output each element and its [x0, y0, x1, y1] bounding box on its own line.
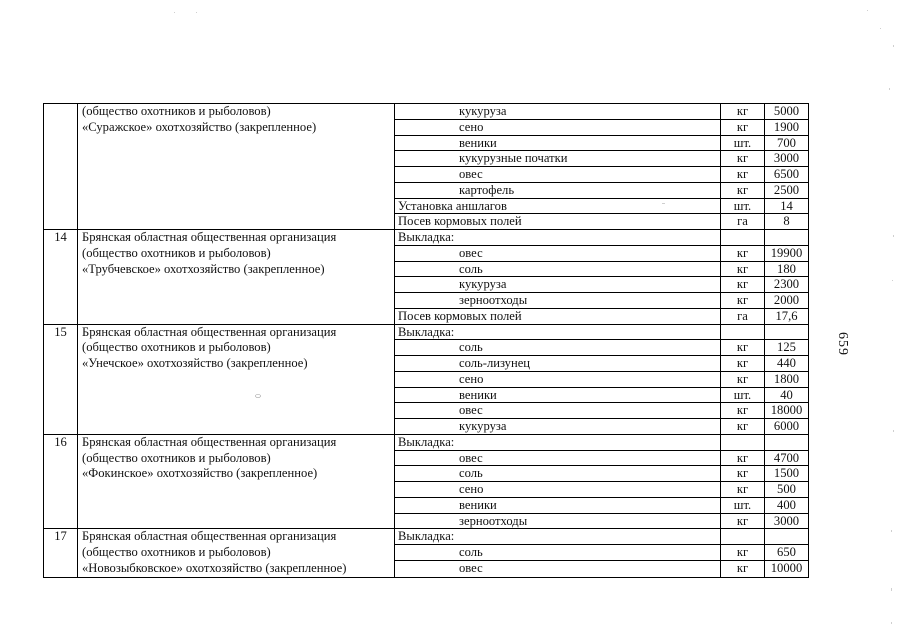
- unit-cell: кг: [721, 151, 765, 167]
- item-name: соль-лизунец: [459, 356, 531, 370]
- item-cell: [395, 293, 721, 309]
- item-name: овес: [459, 450, 483, 465]
- unit-cell: кг: [721, 277, 765, 293]
- organization-cell: [78, 324, 395, 434]
- item-name: Установка аншлагов: [398, 198, 507, 213]
- organization-cell: [78, 230, 395, 325]
- organization-line: (общество охотников и рыболовов): [82, 245, 271, 260]
- item-name: сено: [459, 119, 484, 134]
- unit-cell: кг: [721, 167, 765, 183]
- unit-cell: кг: [721, 482, 765, 498]
- item-cell: [395, 387, 721, 403]
- item-name: соль: [459, 340, 483, 355]
- unit-cell: [721, 324, 765, 340]
- page-number: 659: [835, 332, 850, 356]
- table-row: [44, 529, 809, 545]
- item-name: кукуруза: [459, 104, 507, 118]
- organization-line: (общество охотников и рыболовов): [82, 545, 271, 559]
- item-name: Выкладка:: [398, 324, 455, 339]
- item-cell: [395, 434, 721, 450]
- unit-cell: кг: [721, 545, 765, 561]
- quantity-cell: [765, 529, 809, 545]
- unit-cell: кг: [721, 371, 765, 387]
- item-name: кукуруза: [459, 419, 507, 433]
- item-name: зерноотходы: [459, 293, 528, 307]
- unit-cell: кг: [721, 450, 765, 466]
- unit-cell: кг: [721, 340, 765, 356]
- item-cell: [395, 561, 721, 577]
- item-cell: [395, 167, 721, 183]
- quantity-cell: [765, 324, 809, 340]
- quantity-cell: 400: [765, 497, 809, 513]
- item-name: соль: [459, 261, 483, 276]
- quantity-cell: 2000: [765, 293, 809, 309]
- quantity-cell: 3000: [765, 513, 809, 529]
- unit-cell: кг: [721, 419, 765, 435]
- organization-cell: [78, 529, 395, 577]
- item-name: картофель: [459, 182, 515, 197]
- item-name: овес: [459, 561, 483, 576]
- quantity-cell: 18000: [765, 403, 809, 419]
- quantity-cell: 2300: [765, 277, 809, 293]
- item-name: сено: [459, 371, 484, 386]
- unit-cell: кг: [721, 261, 765, 277]
- item-cell: [395, 371, 721, 387]
- item-cell: [395, 245, 721, 261]
- unit-cell: [721, 529, 765, 545]
- unit-cell: кг: [721, 182, 765, 198]
- quantity-cell: 5000: [765, 104, 809, 120]
- item-name: овес: [459, 167, 483, 181]
- group-number: 15: [44, 324, 78, 434]
- organization-line: Брянская областная общественная организация: [82, 529, 337, 544]
- item-cell: [395, 182, 721, 198]
- unit-cell: шт.: [721, 497, 765, 513]
- item-name: Выкладка:: [398, 434, 455, 449]
- organization-line: (общество охотников и рыболовов): [82, 104, 271, 118]
- item-name: соль: [459, 545, 483, 560]
- quantity-cell: 40: [765, 387, 809, 403]
- item-name: соль: [459, 466, 483, 481]
- item-name: веники: [459, 497, 497, 512]
- quantity-cell: [765, 230, 809, 246]
- unit-cell: шт.: [721, 135, 765, 151]
- item-cell: [395, 104, 721, 120]
- unit-cell: шт.: [721, 387, 765, 403]
- group-number: 16: [44, 434, 78, 529]
- item-name: веники: [459, 135, 497, 150]
- item-cell: [395, 214, 721, 230]
- organization-line: «Фокинское» охотхозяйство (закрепленное): [82, 466, 318, 481]
- unit-cell: кг: [721, 561, 765, 577]
- quantity-cell: 6500: [765, 167, 809, 183]
- item-cell: [395, 277, 721, 293]
- item-name: овес: [459, 403, 483, 418]
- unit-cell: кг: [721, 356, 765, 372]
- quantity-cell: 500: [765, 482, 809, 498]
- quantity-cell: 1900: [765, 119, 809, 135]
- item-cell: [395, 403, 721, 419]
- quantity-cell: 19900: [765, 245, 809, 261]
- item-name: сено: [459, 482, 484, 496]
- item-name: овес: [459, 245, 483, 260]
- organization-line: «Суражское» охотхозяйство (закрепленное): [82, 119, 317, 134]
- quantity-cell: 1500: [765, 466, 809, 482]
- item-cell: [395, 230, 721, 246]
- group-number: 17: [44, 529, 78, 577]
- unit-cell: га: [721, 214, 765, 230]
- item-cell: [395, 545, 721, 561]
- quantity-cell: 125: [765, 340, 809, 356]
- unit-cell: кг: [721, 104, 765, 120]
- quantity-cell: 700: [765, 135, 809, 151]
- table-row: [44, 230, 809, 246]
- organization-line: (общество охотников и рыболовов): [82, 340, 271, 355]
- item-cell: [395, 119, 721, 135]
- organization-line: Брянская областная общественная организация: [82, 434, 337, 449]
- unit-cell: кг: [721, 245, 765, 261]
- item-cell: [395, 482, 721, 498]
- item-name: Посев кормовых полей: [398, 214, 522, 229]
- organization-line: «Новозыбковское» охотхозяйство (закрепленное): [82, 560, 347, 575]
- item-cell: [395, 340, 721, 356]
- table-row: [44, 104, 809, 120]
- table-row: [44, 434, 809, 450]
- unit-cell: [721, 434, 765, 450]
- organization-cell: [78, 104, 395, 230]
- organization-line: Брянская областная общественная организация: [82, 230, 337, 244]
- unit-cell: кг: [721, 119, 765, 135]
- quantity-cell: 8: [765, 214, 809, 230]
- quantity-cell: 650: [765, 545, 809, 561]
- table-row: [44, 324, 809, 340]
- item-cell: [395, 135, 721, 151]
- item-name: веники: [459, 387, 497, 402]
- item-cell: [395, 450, 721, 466]
- quantity-cell: 17,6: [765, 308, 809, 324]
- organization-cell: [78, 434, 395, 529]
- unit-cell: га: [721, 308, 765, 324]
- item-cell: [395, 513, 721, 529]
- organization-line: Брянская областная общественная организация: [82, 324, 337, 339]
- unit-cell: шт.: [721, 198, 765, 214]
- quantity-cell: 2500: [765, 182, 809, 198]
- item-name: зерноотходы: [459, 513, 528, 528]
- quantity-cell: [765, 434, 809, 450]
- organization-line: «Трубчевское» охотхозяйство (закрепленное): [82, 261, 325, 276]
- organization-line: «Унечское» охотхозяйство (закрепленное): [82, 356, 308, 370]
- quantity-cell: 440: [765, 356, 809, 372]
- item-cell: [395, 151, 721, 167]
- unit-cell: кг: [721, 293, 765, 309]
- feed-table: [43, 103, 809, 578]
- item-cell: [395, 419, 721, 435]
- quantity-cell: 14: [765, 198, 809, 214]
- unit-cell: [721, 230, 765, 246]
- quantity-cell: 180: [765, 261, 809, 277]
- group-number: 14: [44, 230, 78, 325]
- item-name: Выкладка:: [398, 529, 455, 544]
- quantity-cell: 6000: [765, 419, 809, 435]
- item-name: Выкладка:: [398, 230, 455, 244]
- quantity-cell: 1800: [765, 371, 809, 387]
- item-cell: [395, 356, 721, 372]
- item-name: кукуруза: [459, 277, 507, 292]
- item-name: кукурузные початки: [459, 151, 568, 166]
- quantity-cell: 10000: [765, 561, 809, 577]
- item-cell: [395, 497, 721, 513]
- item-cell: [395, 261, 721, 277]
- group-number: [44, 104, 78, 230]
- unit-cell: кг: [721, 513, 765, 529]
- item-cell: [395, 466, 721, 482]
- quantity-cell: 4700: [765, 450, 809, 466]
- item-cell: [395, 308, 721, 324]
- item-cell: [395, 198, 721, 214]
- quantity-cell: 3000: [765, 151, 809, 167]
- item-cell: [395, 324, 721, 340]
- item-name: Посев кормовых полей: [398, 308, 522, 323]
- unit-cell: кг: [721, 403, 765, 419]
- unit-cell: кг: [721, 466, 765, 482]
- organization-line: (общество охотников и рыболовов): [82, 450, 271, 465]
- item-cell: [395, 529, 721, 545]
